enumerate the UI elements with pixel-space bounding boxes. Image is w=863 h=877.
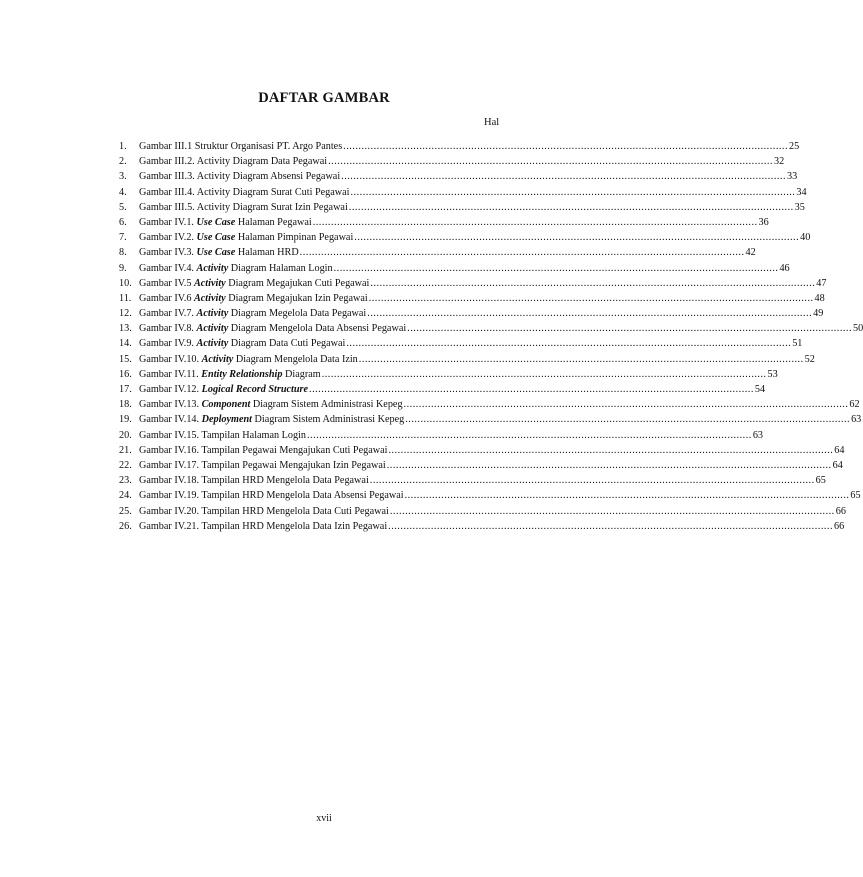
- item-title-emphasis: Logical Record Structure: [201, 384, 309, 395]
- item-number: 15.: [119, 353, 132, 365]
- item-page-number: 42: [745, 247, 756, 259]
- item-number: 24.: [119, 490, 132, 502]
- dot-leader: [370, 473, 815, 488]
- item-title-suffix: Diagram Sistem Administrasi Kepeg: [250, 399, 403, 411]
- item-title: [139, 367, 321, 382]
- item-title: [139, 200, 348, 215]
- page-title: DAFTAR GAMBAR: [258, 90, 390, 106]
- item-title-prefix: Gambar IV.10.: [139, 353, 202, 365]
- item-title-emphasis: Activity: [196, 338, 229, 350]
- item-page-number: 48: [814, 292, 825, 304]
- item-title-emphasis: Activity: [193, 292, 226, 304]
- item-title: [139, 245, 299, 260]
- item-number: 9.: [119, 262, 127, 274]
- page-column-label: Hal: [484, 117, 500, 128]
- item-title: [139, 443, 387, 458]
- dot-leader: [359, 352, 804, 367]
- item-title: [139, 412, 404, 427]
- item-number: 10.: [119, 277, 132, 289]
- item-number: 5.: [119, 201, 127, 213]
- item-number: 1.: [119, 141, 127, 152]
- dot-leader: [407, 321, 852, 336]
- item-number: 21.: [119, 444, 132, 456]
- item-title: [139, 139, 342, 154]
- dot-leader: [390, 504, 835, 519]
- list-item[interactable]: [119, 154, 785, 169]
- item-number: 12.: [119, 308, 132, 320]
- list-item[interactable]: [119, 230, 811, 245]
- item-title: [139, 215, 312, 230]
- item-number: 17.: [119, 384, 132, 395]
- item-title: [139, 382, 308, 397]
- item-page-number: 65: [815, 475, 826, 487]
- item-title-prefix: Gambar IV.11.: [139, 368, 202, 380]
- item-title: [139, 185, 350, 200]
- list-item[interactable]: [119, 245, 756, 260]
- list-item[interactable]: [119, 443, 845, 458]
- item-page-number: 63: [752, 429, 763, 441]
- item-page-number: 64: [832, 459, 843, 471]
- item-title-prefix: Gambar IV.9.: [139, 338, 197, 350]
- item-title-suffix: Halaman Pegawai: [235, 216, 312, 228]
- item-title-suffix: Diagram Halaman Login: [228, 262, 333, 274]
- item-title: [139, 428, 306, 443]
- item-title-prefix: Gambar IV.5: [139, 277, 194, 289]
- item-page-number: 64: [834, 444, 845, 456]
- figure-list: [119, 139, 863, 534]
- list-item[interactable]: [119, 336, 803, 351]
- item-page-number: 62: [849, 399, 860, 411]
- list-item[interactable]: [119, 428, 763, 443]
- item-number: 13.: [119, 323, 132, 335]
- item-title: [139, 230, 353, 245]
- dot-leader: [370, 276, 815, 291]
- item-title-prefix: Gambar IV.2.: [139, 232, 197, 244]
- list-item[interactable]: [119, 397, 860, 412]
- item-title-suffix: Halaman Pimpinan Pegawai: [235, 232, 354, 244]
- dot-leader: [351, 185, 796, 200]
- item-title: [139, 154, 327, 169]
- dot-leader: [346, 336, 791, 351]
- item-title-suffix: Diagram Megajukan Izin Pegawai: [225, 292, 368, 304]
- dot-leader: [334, 261, 779, 276]
- list-item[interactable]: [119, 473, 826, 488]
- dot-leader: [405, 412, 850, 427]
- item-title-prefix: Gambar IV.17. Tampilan Pegawai Mengajukan Izin Pegawai: [139, 459, 386, 471]
- item-title-prefix: Gambar IV.8.: [139, 323, 197, 335]
- item-title-prefix: Gambar III.3. Activity Diagram Absensi Pegawai: [139, 171, 341, 183]
- item-title: [139, 473, 369, 488]
- item-title-emphasis: Activity: [201, 353, 234, 365]
- list-item[interactable]: [119, 276, 827, 291]
- item-title: [139, 321, 406, 336]
- item-title-prefix: Gambar IV.7.: [139, 308, 197, 320]
- item-title: [139, 291, 368, 306]
- item-number: 14.: [119, 338, 132, 350]
- item-title: [139, 397, 403, 412]
- item-title-suffix: Diagram Mengelola Data Izin: [233, 353, 358, 365]
- item-title: [139, 276, 369, 291]
- item-title-emphasis: Activity: [193, 277, 226, 289]
- item-title-prefix: Gambar IV.18. Tampilan HRD Mengelola Data Pegawai: [139, 475, 369, 487]
- item-title-suffix: Diagram: [282, 368, 321, 380]
- dot-leader: [313, 215, 758, 230]
- dot-leader: [405, 488, 850, 503]
- item-page-number: 33: [787, 171, 798, 183]
- item-page-number: 25: [789, 141, 800, 152]
- item-title-prefix: Gambar IV.14.: [139, 414, 202, 426]
- item-title-suffix: Halaman HRD: [235, 247, 299, 259]
- item-page-number: 65: [850, 490, 861, 502]
- item-title-prefix: Gambar III.5. Activity Diagram Surat Izin Pegawai: [139, 201, 348, 213]
- item-title-prefix: Gambar III.4. Activity Diagram Surat Cuti Pegawai: [139, 186, 350, 198]
- item-title: [139, 336, 345, 351]
- list-item[interactable]: [119, 200, 805, 215]
- list-item[interactable]: [119, 261, 790, 276]
- item-page-number: 66: [834, 520, 845, 532]
- dot-leader: [343, 139, 788, 154]
- item-number: 18.: [119, 399, 132, 411]
- item-title-emphasis: Use Case: [196, 216, 236, 228]
- item-title-prefix: Gambar IV.20. Tampilan HRD Mengelola Data Cuti Pegawai: [139, 505, 389, 517]
- item-title: [139, 352, 358, 367]
- list-item[interactable]: [119, 139, 800, 154]
- dot-leader: [404, 397, 849, 412]
- item-number: 2.: [119, 156, 127, 168]
- list-item[interactable]: [119, 215, 769, 230]
- item-title-prefix: Gambar IV.16. Tampilan Pegawai Mengajukan Cuti Pegawai: [139, 444, 388, 456]
- list-item[interactable]: [119, 306, 824, 321]
- list-item[interactable]: [119, 504, 846, 519]
- item-page-number: 35: [794, 201, 805, 213]
- item-number: 26.: [119, 520, 132, 532]
- item-title-emphasis: Use Case: [196, 247, 236, 259]
- item-title-emphasis: Activity: [196, 262, 229, 274]
- item-title-suffix: Diagram Data Cuti Pegawai: [228, 338, 346, 350]
- list-item[interactable]: [119, 321, 863, 336]
- item-title-prefix: Gambar IV.1.: [139, 216, 197, 228]
- list-item[interactable]: [119, 458, 843, 473]
- item-page-number: 46: [779, 262, 790, 274]
- item-number: 7.: [119, 232, 127, 244]
- dot-leader: [388, 519, 833, 534]
- item-page-number: 54: [754, 384, 766, 395]
- dot-leader: [341, 169, 786, 184]
- item-title: [139, 169, 340, 184]
- list-item[interactable]: [119, 291, 825, 306]
- item-page-number: 47: [816, 277, 827, 289]
- item-title-prefix: Gambar IV.4.: [139, 262, 197, 274]
- item-title-suffix: Diagram Mengelola Data Absensi Pegawai: [228, 323, 407, 335]
- dot-leader: [349, 200, 794, 215]
- dot-leader: [328, 154, 773, 169]
- item-number: 23.: [119, 475, 132, 487]
- item-number: 19.: [119, 414, 132, 426]
- list-item[interactable]: [119, 185, 807, 200]
- list-item[interactable]: [119, 519, 845, 534]
- item-title-suffix: Diagram Sistem Administrasi Kepeg: [252, 414, 405, 426]
- item-title-emphasis: Component: [201, 399, 251, 411]
- item-number: 8.: [119, 247, 127, 259]
- dot-leader: [369, 291, 814, 306]
- item-title-prefix: Gambar IV.21. Tampilan HRD Mengelola Data Izin Pegawai: [139, 520, 388, 532]
- dot-leader: [309, 382, 754, 397]
- item-title: [139, 488, 404, 503]
- item-title-prefix: Gambar IV.3.: [139, 247, 197, 259]
- dot-leader: [300, 245, 745, 260]
- item-title-prefix: Gambar III.1 Struktur Organisasi PT. Argo Pantes: [139, 141, 343, 152]
- list-item[interactable]: [119, 352, 815, 367]
- item-number: 11.: [119, 292, 132, 304]
- item-title-emphasis: Use Case: [196, 232, 236, 244]
- list-item[interactable]: [119, 412, 862, 427]
- item-title: [139, 306, 366, 321]
- item-page-number: 53: [767, 368, 778, 380]
- item-title-emphasis: Activity: [196, 323, 229, 335]
- item-title-suffix: Diagram Megelola Data Pegawai: [228, 308, 367, 320]
- item-title-prefix: Gambar IV.19. Tampilan HRD Mengelola Data Absensi Pegawai: [139, 490, 404, 502]
- item-page-number: 51: [792, 338, 803, 350]
- item-title-emphasis: Entity Relationship: [201, 368, 283, 380]
- item-number: 20.: [119, 429, 132, 441]
- item-title: [139, 261, 333, 276]
- list-item[interactable]: [119, 367, 778, 382]
- item-title-emphasis: Deployment: [201, 414, 252, 426]
- dot-leader: [307, 428, 752, 443]
- item-title-prefix: Gambar III.2. Activity Diagram Data Pegawai: [139, 156, 328, 168]
- item-number: 22.: [119, 459, 132, 471]
- item-number: 25.: [119, 505, 132, 517]
- item-title-suffix: Diagram Megajukan Cuti Pegawai: [225, 277, 370, 289]
- list-item[interactable]: [119, 488, 861, 503]
- dot-leader: [354, 230, 799, 245]
- item-title: [139, 458, 386, 473]
- item-number: 16.: [119, 368, 132, 380]
- list-item[interactable]: [119, 382, 766, 397]
- item-number: 3.: [119, 171, 127, 183]
- item-page-number: 66: [835, 505, 846, 517]
- footer-page-number: xvii: [316, 813, 332, 824]
- item-title-prefix: Gambar IV.6: [139, 292, 194, 304]
- item-title: [139, 504, 389, 519]
- item-page-number: 40: [800, 232, 811, 244]
- item-page-number: 52: [804, 353, 815, 365]
- item-title-prefix: Gambar IV.13.: [139, 399, 202, 411]
- item-page-number: 36: [758, 216, 769, 228]
- item-page-number: 34: [796, 186, 807, 198]
- item-title-prefix: Gambar IV.15. Tampilan Halaman Login: [139, 429, 306, 441]
- item-page-number: 49: [813, 308, 824, 320]
- dot-leader: [322, 367, 767, 382]
- item-page-number: 32: [773, 156, 785, 168]
- list-item[interactable]: [119, 169, 798, 184]
- item-title-prefix: Gambar IV.12.: [139, 384, 202, 395]
- item-number: 6.: [119, 216, 127, 228]
- dot-leader: [367, 306, 812, 321]
- dot-leader: [387, 458, 832, 473]
- item-title-emphasis: Activity: [196, 308, 229, 320]
- item-title: [139, 519, 387, 534]
- item-page-number: 50: [853, 323, 863, 335]
- dot-leader: [388, 443, 833, 458]
- item-page-number: 63: [851, 414, 862, 426]
- item-number: 4.: [119, 186, 127, 198]
